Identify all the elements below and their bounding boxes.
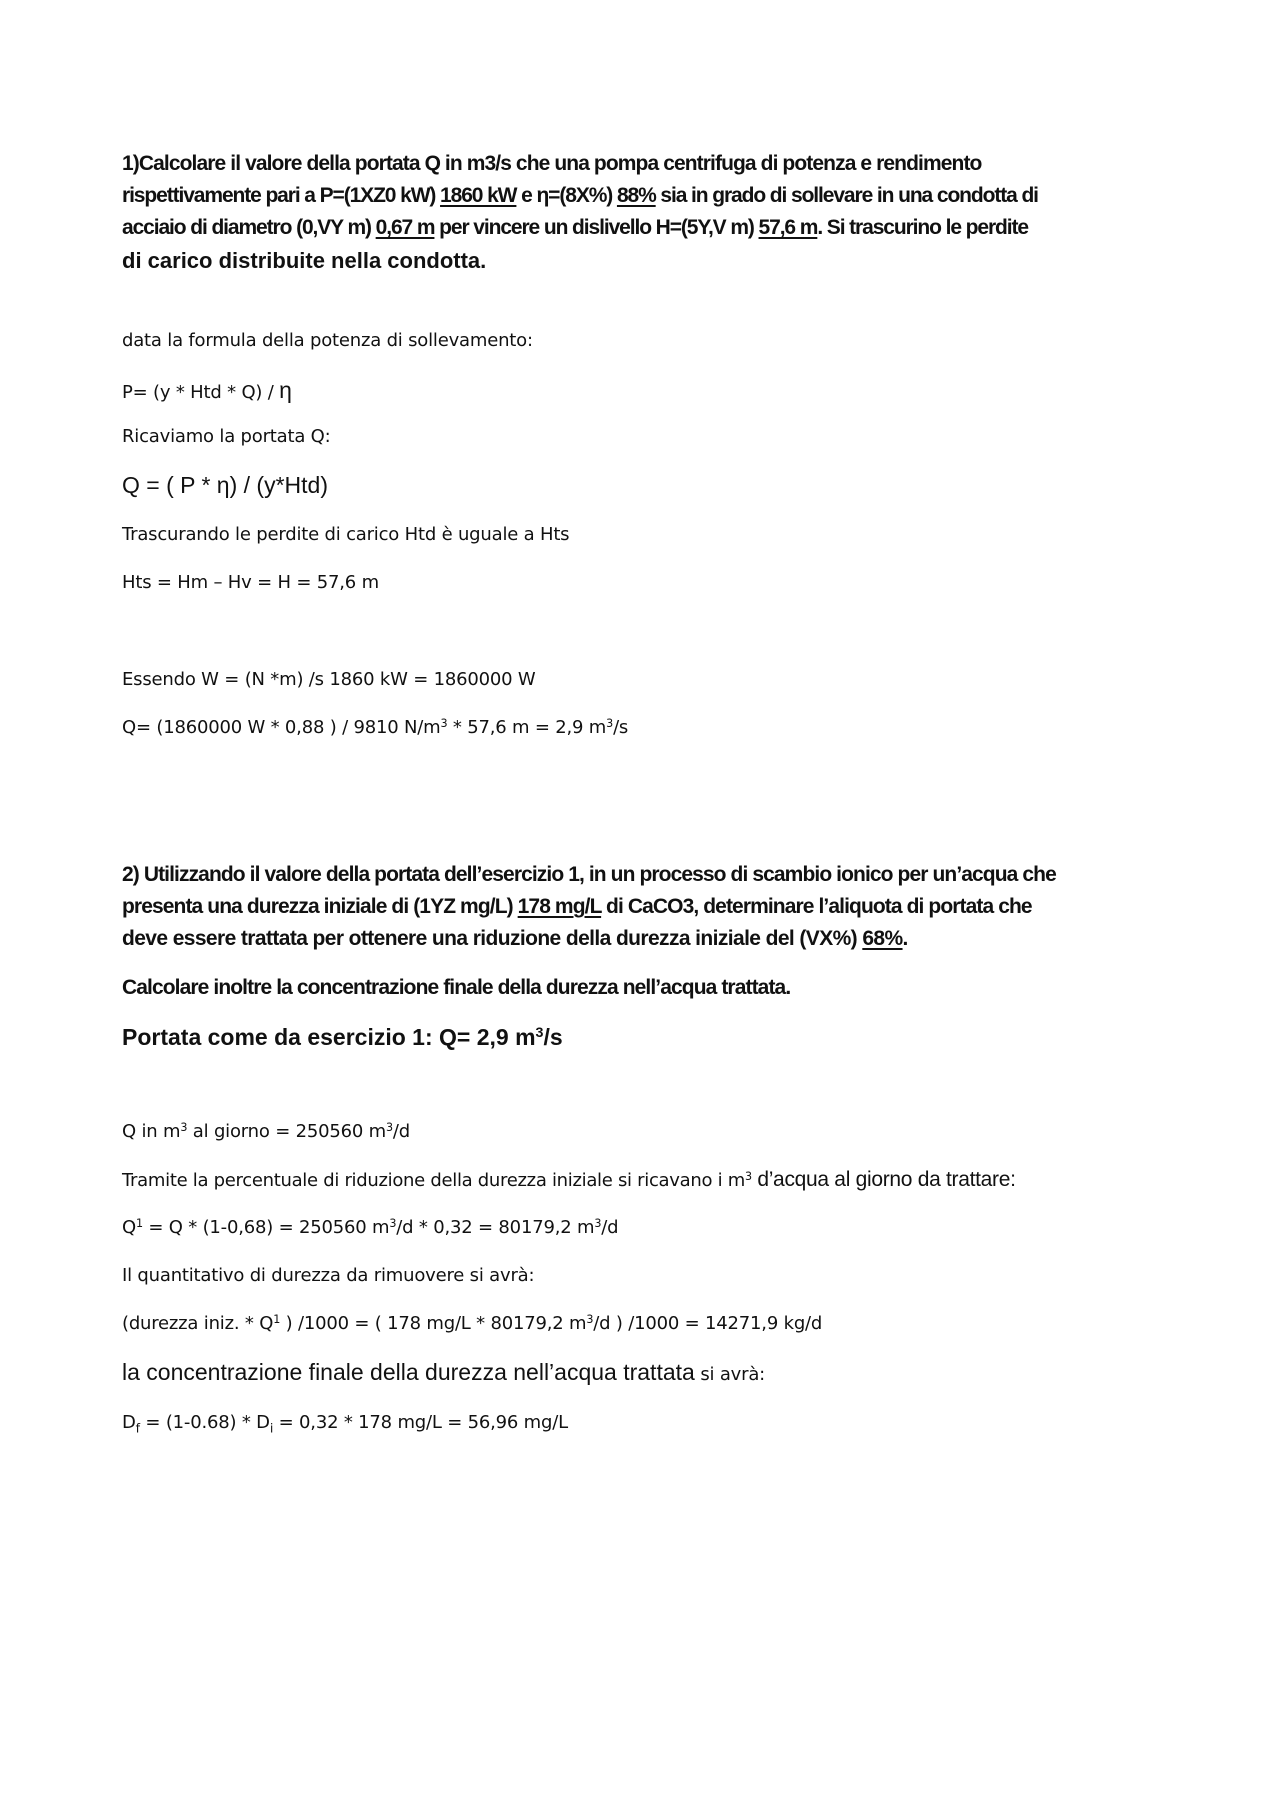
ex1-efficiency-value: 88% [616,184,656,207]
ex2-quantitativo: Il quantitativo di durezza da rimuovere si avrà: [122,1265,535,1286]
ex2-conc-finale [122,1359,765,1386]
ex1-power-value: 1860 kW [440,184,517,207]
ex1-height-value: 57,6 m [758,216,818,239]
ex1-hts: Hts = Hm – Hv = H = 57,6 m [122,572,379,593]
ex1-line-3-a: acciaio di diametro (0,VY m) [122,216,376,239]
ex2-q1-sup3: 3 [594,1216,602,1230]
ex1-line-2-a: rispettivamente pari a P=(1XZ0 kW) [122,184,441,207]
ex2-conc-finale-b: si avrà: [694,1364,766,1385]
ex1-trascurando: Trascurando le perdite di carico Htd è uguale a Hts [122,524,570,545]
ex2-q1 [122,1217,618,1238]
ex2-tramite [122,1168,1016,1192]
ex2-durezza-e: /d ) /1000 = 14271,9 kg/d [593,1313,823,1334]
ex2-reduction-value: 68% [862,927,903,950]
ex2-portata-sup: 3 [535,1025,544,1042]
ex2-df-c: = (1-0.68) * D [139,1412,270,1433]
ex1-q-result-e: /s [613,717,629,738]
ex2-df [122,1412,568,1436]
ex2-q1-sup1: 1 [135,1216,143,1230]
ex1-formula-p-eta: η [279,377,292,403]
ex2-q-giorno [122,1121,410,1142]
ex2-q-giorno-sup1: 3 [180,1120,188,1134]
ex2-df-a: D [122,1412,136,1433]
ex2-q1-c: = Q * (1-0,68) = 250560 m [142,1217,390,1238]
ex1-q-result [122,717,628,738]
ex2-line-2-c: di CaCO3, determinare l’aliquota di portata che [601,895,1032,918]
ex1-q-result-a: Q= (1860000 W * 0,88 ) / 9810 N/m [122,717,441,738]
ex1-line-2-c: e η=(8X%) [516,184,617,207]
ex2-line-3 [122,927,908,951]
ex2-q1-a: Q [122,1217,136,1238]
ex1-line-3-e: . Si trascurino le perdite [817,216,1028,239]
ex1-ricaviamo: Ricaviamo la portata Q: [122,426,331,447]
ex1-q-result-sup2: 3 [606,716,614,730]
ex2-durezza-a: (durezza iniz. * Q [122,1313,274,1334]
ex2-hardness-value: 178 mg/L [517,895,602,918]
ex2-portata-a: Portata come da esercizio 1: Q= 2,9 m [122,1024,536,1050]
ex1-line-2 [122,184,1038,208]
ex1-line-3-c: per vincere un dislivello H=(5Y,V m) [434,216,759,239]
ex1-line-1-text: Calcolare il valore della portata Q in m3/s che una pompa centrifuga di potenza e rendimento [138,152,982,175]
ex2-line-4: Calcolare inoltre la concentrazione finale della durezza nell’acqua trattata. [122,976,791,999]
ex1-line-1 [122,152,981,176]
ex2-q1-sup2: 3 [389,1216,397,1230]
ex1-formula-q: Q = ( P * η) / (y*Htd) [122,472,328,498]
ex2-durezza-sup1: 1 [273,1312,281,1326]
ex2-durezza [122,1313,822,1334]
ex1-formula-p-a: P= (y * Htd * Q) / [122,382,280,403]
ex2-portata-c: /s [543,1024,563,1050]
ex2-line-2-a: presenta una durezza iniziale di (1YZ mg/L) [122,895,518,918]
ex2-line-3-c: . [902,927,908,950]
ex2-line-2 [122,895,1032,919]
ex2-q1-e: /d * 0,32 = 80179,2 m [396,1217,595,1238]
ex1-q-result-sup1: 3 [440,716,448,730]
ex2-q-giorno-sup2: 3 [385,1120,393,1134]
ex2-durezza-sup2: 3 [586,1312,594,1326]
ex2-df-sub2: i [269,1420,274,1436]
ex1-sol-intro: data la formula della potenza di sollevamento: [122,330,533,351]
ex2-number: 2) [122,863,144,886]
ex2-tramite-sup: 3 [744,1169,752,1183]
ex1-line-2-e: sia in grado di sollevare in una condotta di [655,184,1038,207]
ex2-portata [122,1024,563,1051]
ex2-line-3-a: deve essere trattata per ottenere una riduzione della durezza iniziale del (VX%) [122,927,863,950]
ex1-formula-p [122,377,292,404]
ex1-number: 1) [122,152,139,175]
ex1-essendo: Essendo W = (N *m) /s 1860 kW = 1860000 W [122,669,536,690]
ex2-tramite-c: d’acqua al giorno da trattare: [751,1168,1016,1191]
ex2-q-giorno-e: /d [392,1121,410,1142]
ex2-conc-finale-a: la concentrazione finale della durezza nell’acqua trattata [122,1359,695,1385]
ex2-q-giorno-c: al giorno = 250560 m [187,1121,386,1142]
ex1-diameter-value: 0,67 m [375,216,435,239]
ex2-df-sub1: f [135,1420,140,1436]
ex2-line-1 [122,863,1056,887]
ex2-durezza-c: ) /1000 = ( 178 mg/L * 80179,2 m [280,1313,587,1334]
ex2-tramite-a: Tramite la percentuale di riduzione della durezza iniziale si ricavano i m [122,1170,745,1191]
ex1-q-result-c: * 57,6 m = 2,9 m [447,717,607,738]
ex2-q-giorno-a: Q in m [122,1121,181,1142]
ex2-df-e: = 0,32 * 178 mg/L = 56,96 mg/L [273,1412,568,1433]
ex2-line-1-text: Utilizzando il valore della portata dell’esercizio 1, in un processo di scambio ionico per un’acqua che [143,863,1056,886]
ex2-q1-g: /d [601,1217,619,1238]
ex1-line-4: di carico distribuite nella condotta. [122,248,487,273]
ex1-line-3 [122,216,1028,240]
